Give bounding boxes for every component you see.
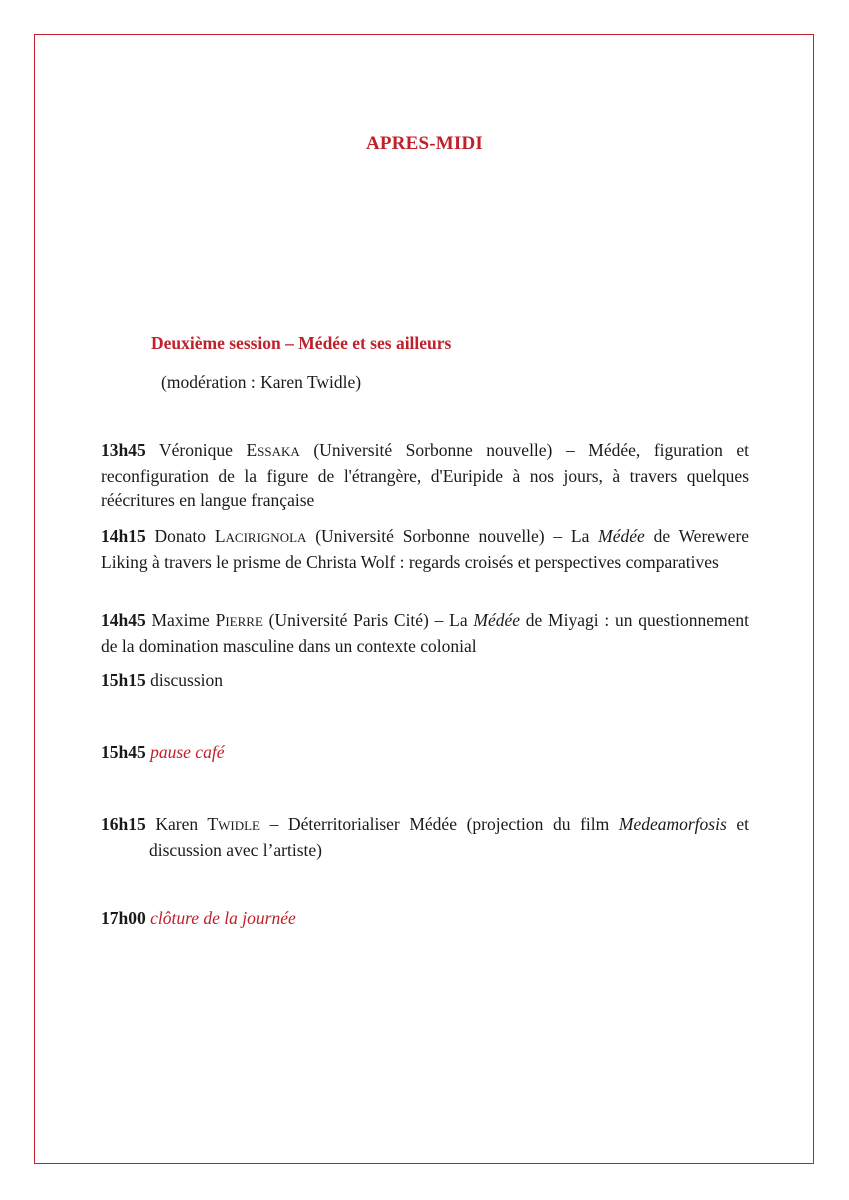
talk-title-italic: Médée bbox=[473, 610, 521, 630]
entry-label: discussion bbox=[150, 670, 224, 690]
talk-title-italic: Médée bbox=[598, 526, 645, 546]
talk-description-end: de Werewere Liking à travers le prisme de Christa Wolf : regards croisés et perspectives comparatives bbox=[101, 526, 750, 572]
session-moderation: (modération : Karen Twidle) bbox=[161, 372, 362, 392]
talk-description-start: (Université Sorbonne nouvelle) – La bbox=[315, 526, 590, 546]
speaker-surname: PIERRE bbox=[215, 610, 263, 630]
program-entry-1345 bbox=[101, 438, 749, 512]
speaker-surname: LACIRIGNOLA bbox=[214, 526, 307, 546]
talk-description-end: de Miyagi : un questionnement de la domination masculine dans un contexte colonial bbox=[101, 610, 750, 656]
program-entry-1615 bbox=[101, 812, 749, 862]
speaker-first-name: Maxime bbox=[151, 610, 210, 630]
talk-description: (Université Sorbonne nouvelle) – Médée, figuration et reconfiguration de la figure de l'étrangère, d'Euripide à nos jours, à travers quelques réécritures en langue française bbox=[101, 440, 750, 510]
program-entry-1415 bbox=[101, 524, 749, 574]
talk-description-start: (Université Paris Cité) – La bbox=[268, 610, 468, 630]
talk-description-start: – Déterritorialiser Médée (projection du film bbox=[269, 814, 610, 834]
speaker-surname: TWIDLE bbox=[207, 814, 260, 834]
program-entry-1545 bbox=[101, 740, 749, 764]
entry-time: 15h45 bbox=[101, 742, 146, 762]
entry-time: 15h15 bbox=[101, 670, 146, 690]
page-border bbox=[34, 34, 814, 1164]
talk-description-end: et discussion avec l’artiste) bbox=[149, 814, 750, 860]
entry-time: 14h15 bbox=[101, 526, 146, 546]
program-entry-1515 bbox=[101, 668, 749, 692]
program-entry-1445 bbox=[101, 608, 749, 658]
entry-time: 13h45 bbox=[101, 440, 146, 460]
entry-time: 14h45 bbox=[101, 610, 146, 630]
speaker-first-name: Karen bbox=[155, 814, 199, 834]
page-title: APRES-MIDI bbox=[365, 133, 484, 154]
film-title-italic: Medeamorfosis bbox=[618, 814, 727, 834]
session-title: Deuxième session – Médée et ses ailleurs bbox=[151, 333, 452, 353]
entry-time: 16h15 bbox=[101, 814, 146, 834]
speaker-surname: ESSAKA bbox=[246, 440, 300, 460]
entry-label: pause café bbox=[150, 742, 225, 762]
entry-label: clôture de la journée bbox=[150, 908, 296, 928]
program-entry-1700 bbox=[101, 906, 749, 930]
speaker-first-name: Donato bbox=[154, 526, 207, 546]
entry-time: 17h00 bbox=[101, 908, 146, 928]
speaker-first-name: Véronique bbox=[159, 440, 233, 460]
